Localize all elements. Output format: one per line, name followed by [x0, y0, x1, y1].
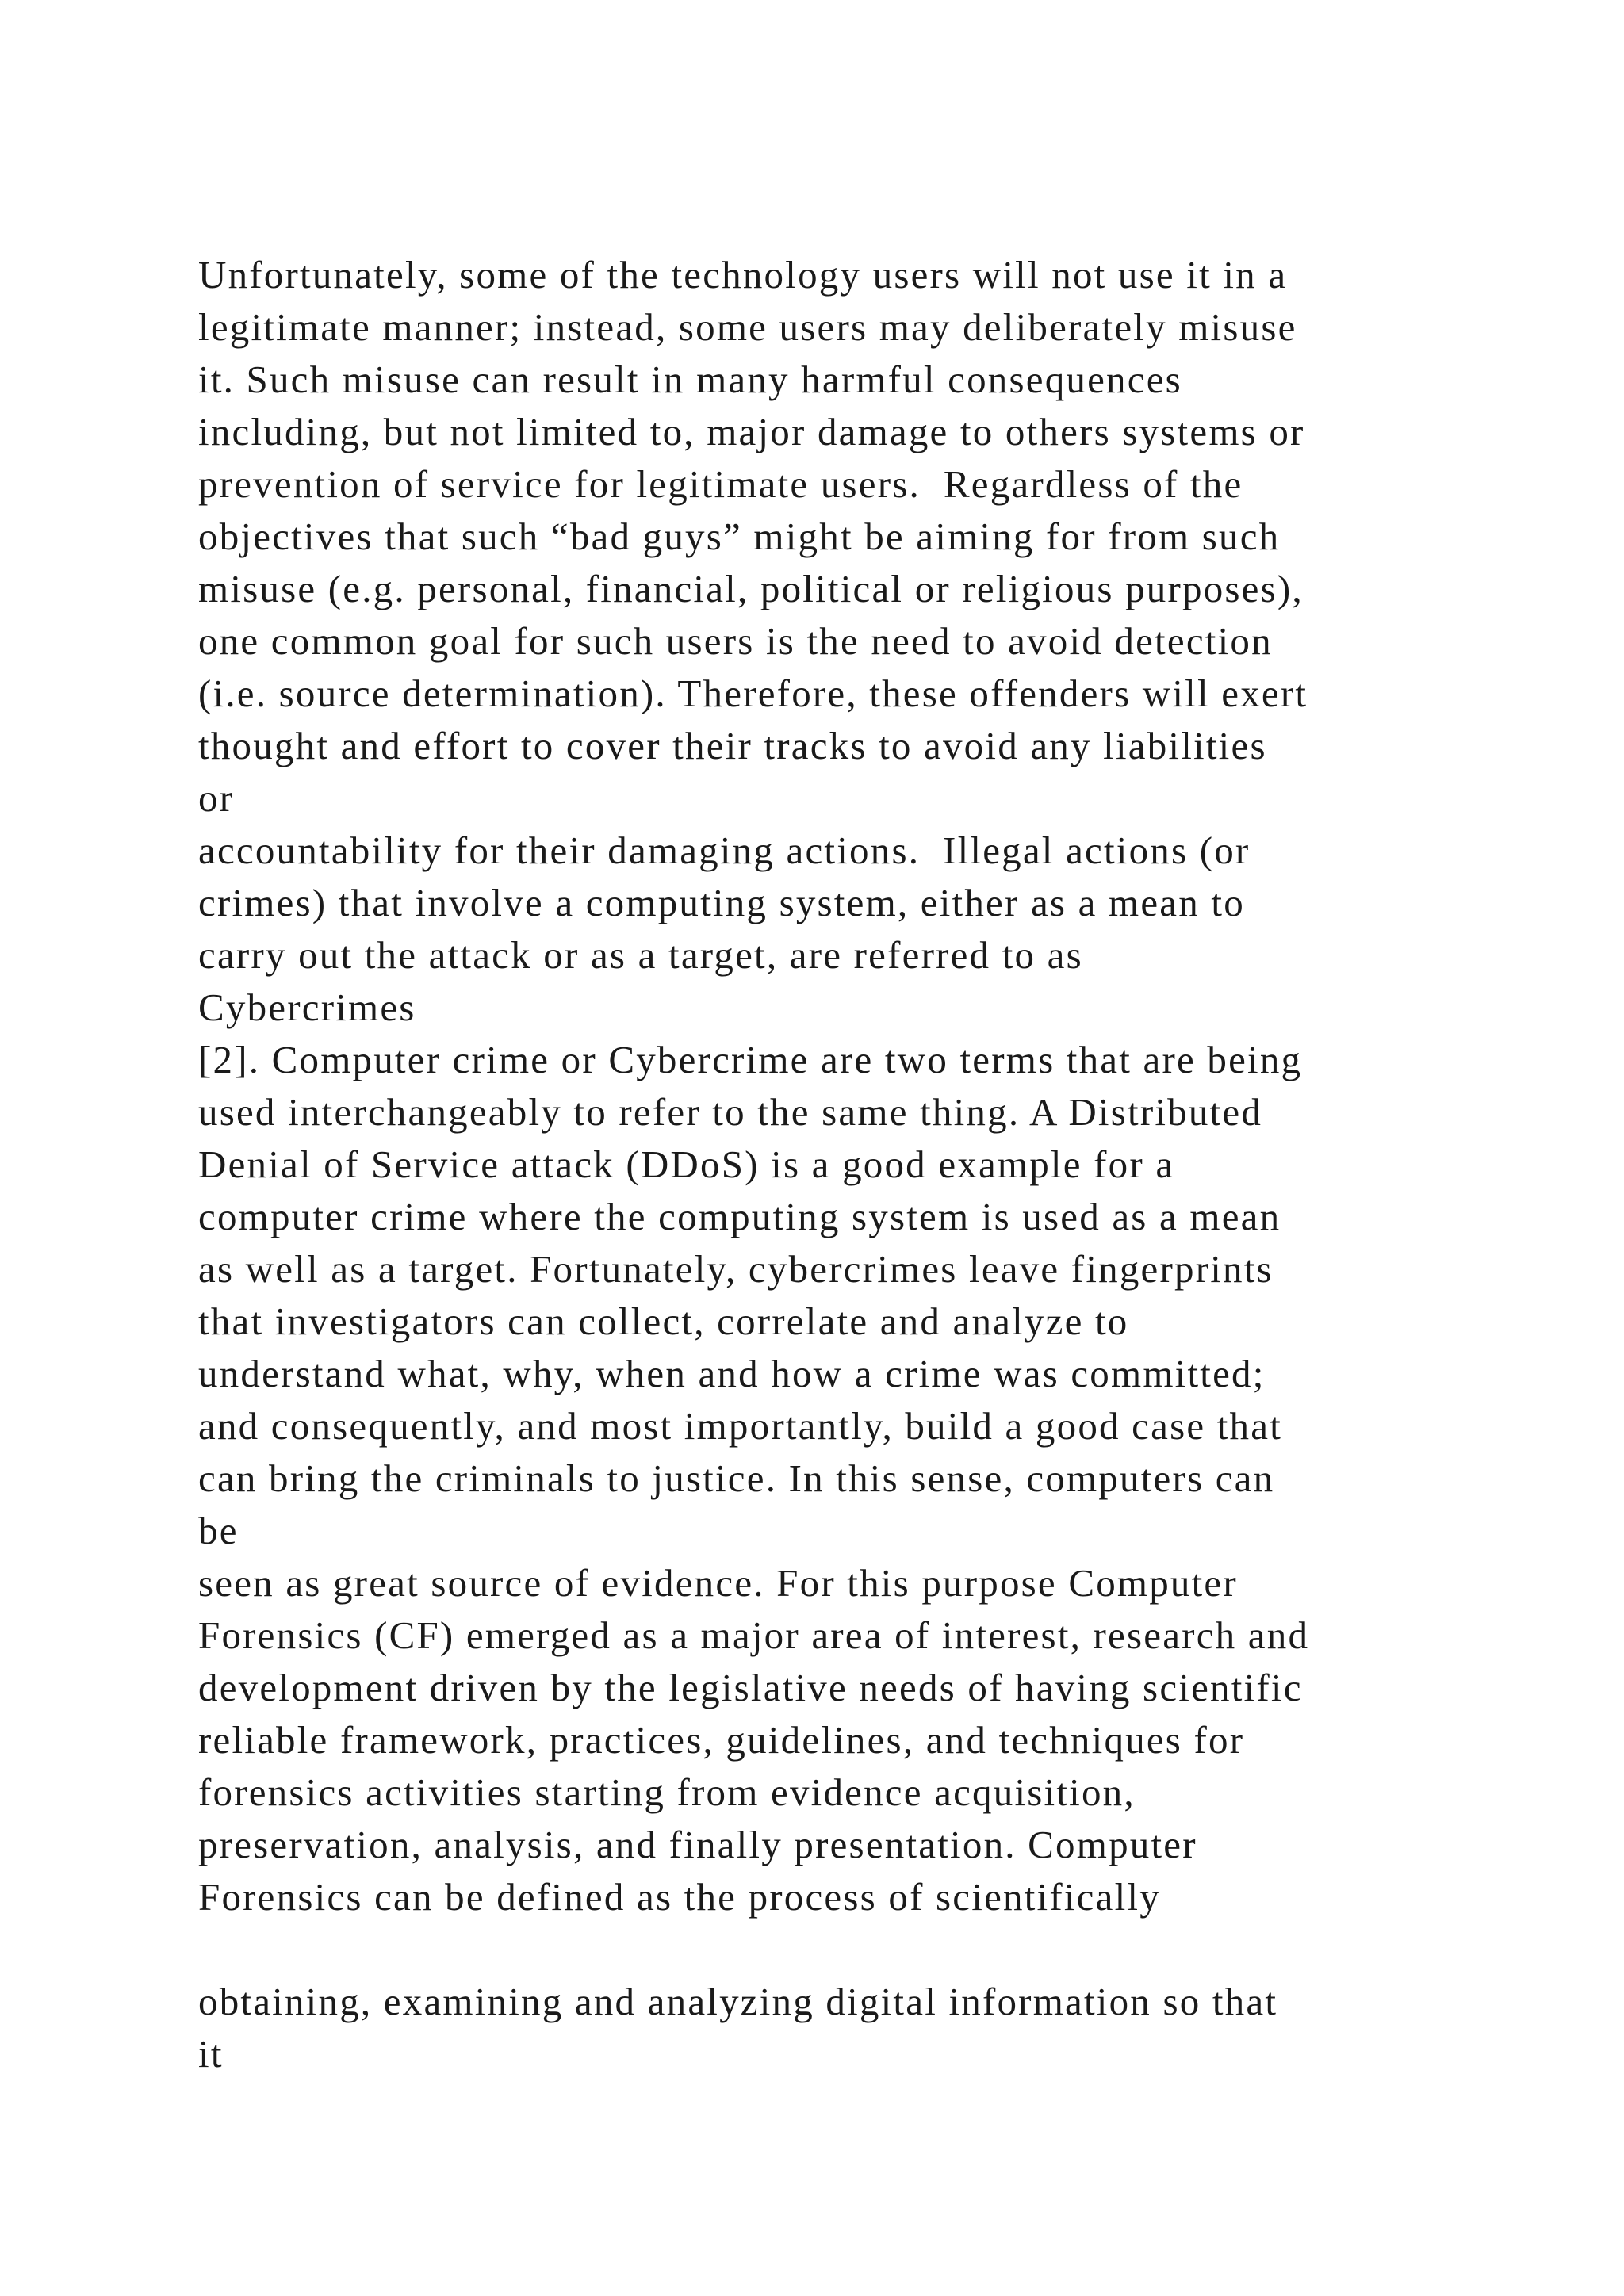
text-line: Cybercrimes	[198, 985, 416, 1029]
text-line: used interchangeably to refer to the same thing. A Distributed	[198, 1090, 1263, 1134]
text-line: understand what, why, when and how a crime was committed;	[198, 1352, 1266, 1395]
text-line: forensics activities starting from evidence acquisition,	[198, 1770, 1136, 1814]
text-line: and consequently, and most importantly, build a good case that	[198, 1404, 1283, 1448]
text-line: crimes) that involve a computing system, either as a mean to	[198, 881, 1245, 924]
body-text	[198, 249, 1515, 2080]
text-line: computer crime where the computing system is used as a mean	[198, 1195, 1281, 1238]
text-line: as well as a target. Fortunately, cybercrimes leave fingerprints	[198, 1247, 1274, 1291]
text-line: Unfortunately, some of the technology users will not use it in a	[198, 253, 1288, 297]
text-line: obtaining, examining and analyzing digital information so that	[198, 1980, 1278, 2023]
text-line: reliable framework, practices, guidelines, and techniques for	[198, 1718, 1245, 1762]
text-line: or	[198, 776, 235, 820]
text-line: it	[198, 2032, 224, 2076]
text-line: thought and effort to cover their tracks to avoid any liabilities	[198, 724, 1267, 767]
text-line: it. Such misuse can result in many harmful consequences	[198, 358, 1182, 401]
blank-line	[198, 1923, 1515, 1976]
text-line: be	[198, 1509, 239, 1552]
text-line: one common goal for such users is the need to avoid detection	[198, 619, 1273, 663]
text-line: carry out the attack or as a target, are referred to as	[198, 933, 1083, 977]
text-line: prevention of service for legitimate users. Regardless of the	[198, 462, 1243, 506]
text-line: development driven by the legislative needs of having scientific	[198, 1666, 1303, 1709]
text-line: Forensics (CF) emerged as a major area of interest, research and	[198, 1613, 1310, 1657]
text-line: objectives that such “bad guys” might be aiming for from such	[198, 515, 1281, 558]
text-line: misuse (e.g. personal, financial, political or religious purposes),	[198, 567, 1304, 610]
text-line: legitimate manner; instead, some users may deliberately misuse	[198, 305, 1297, 349]
text-line: preservation, analysis, and finally presentation. Computer	[198, 1823, 1197, 1866]
text-line: (i.e. source determination). Therefore, these offenders will exert	[198, 672, 1308, 715]
text-line: Forensics can be defined as the process of scientifically	[198, 1875, 1161, 1919]
text-line: Denial of Service attack (DDoS) is a good example for a	[198, 1142, 1175, 1186]
text-line: can bring the criminals to justice. In this sense, computers can	[198, 1456, 1275, 1500]
text-line: including, but not limited to, major damage to others systems or	[198, 410, 1305, 453]
text-line: accountability for their damaging actions. Illegal actions (or	[198, 828, 1251, 872]
text-line: seen as great source of evidence. For this purpose Computer	[198, 1561, 1238, 1605]
text-line: [2]. Computer crime or Cybercrime are two terms that are being	[198, 1038, 1303, 1081]
text-line: that investigators can collect, correlate and analyze to	[198, 1299, 1129, 1343]
